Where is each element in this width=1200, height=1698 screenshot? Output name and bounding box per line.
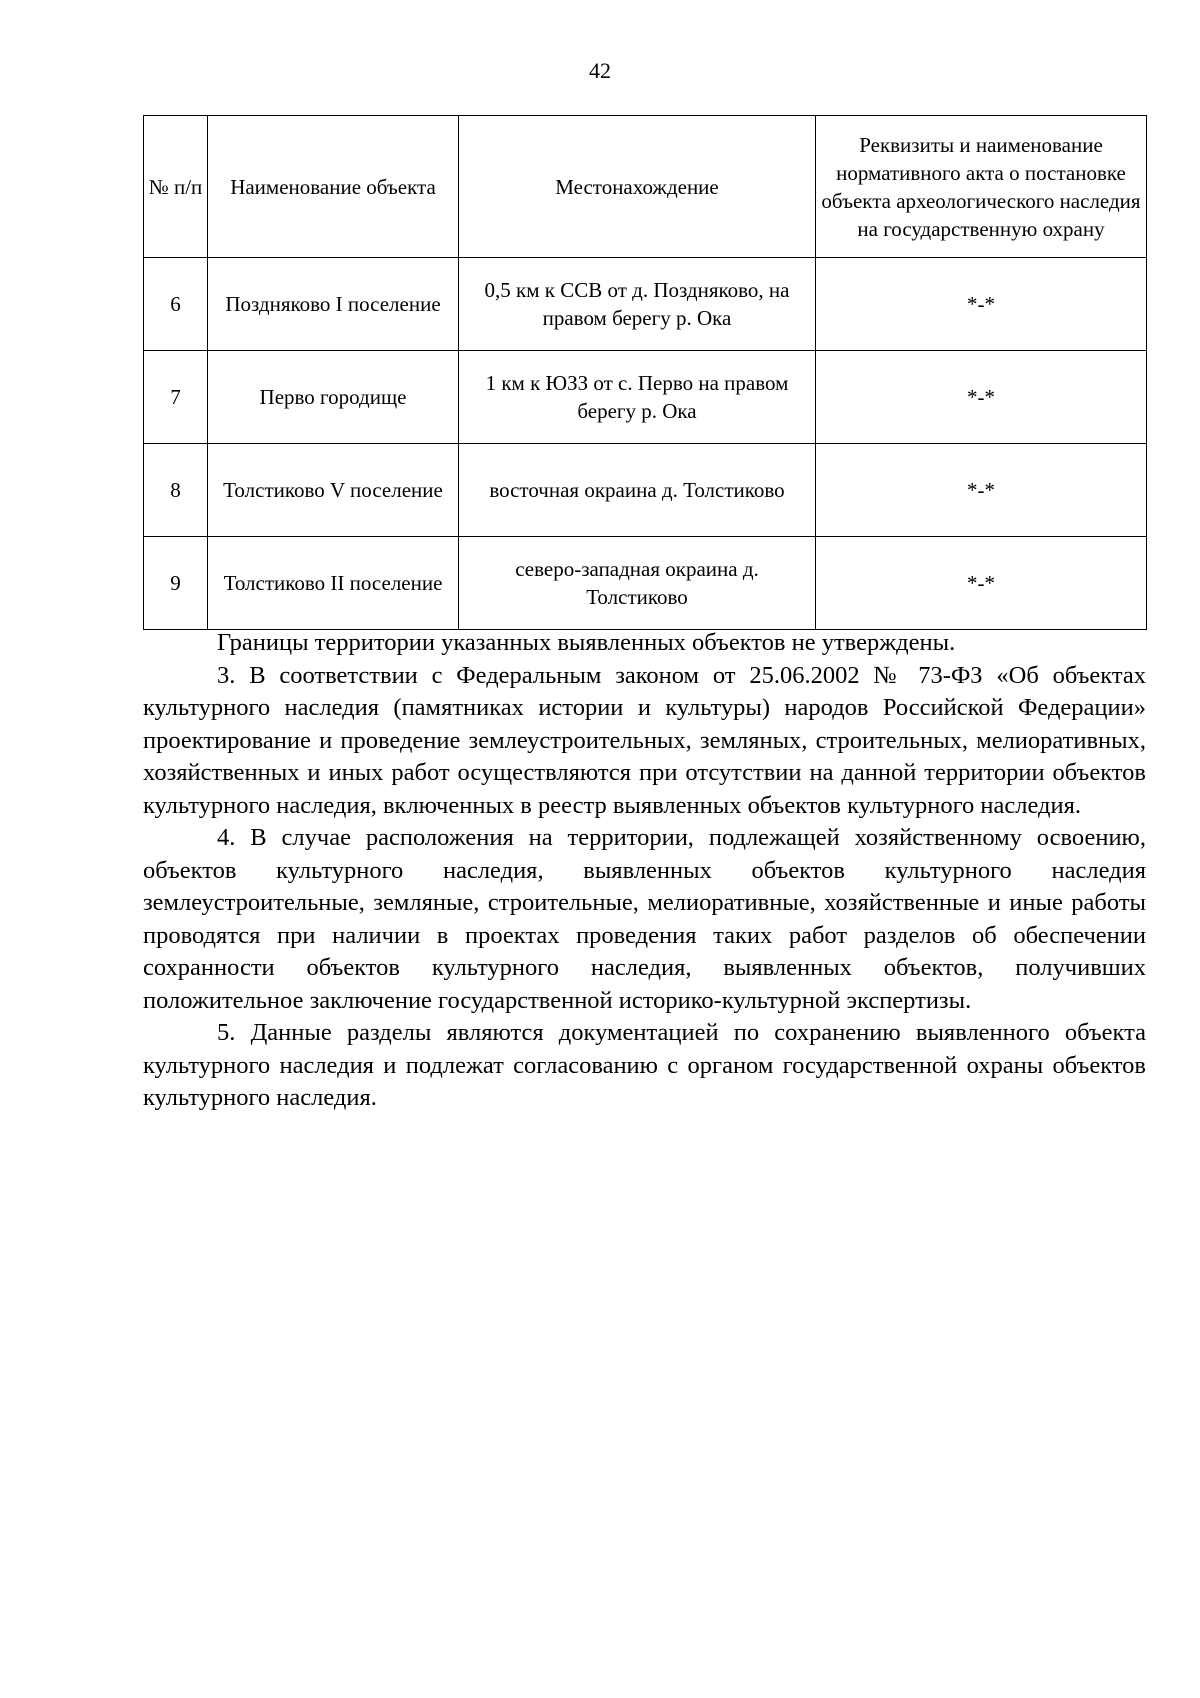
row-object-name: Толстиково II поселение [208,537,459,630]
table-row [144,444,1147,537]
row-object-name: Поздняково I поселение [208,258,459,351]
header-object-name: Наименование объекта [208,116,459,258]
row-number: 7 [144,351,208,444]
row-normative-act: *-* [816,258,1147,351]
row-number: 9 [144,537,208,630]
header-location: Местонахождение [459,116,816,258]
table-header-row [144,116,1147,258]
header-normative-act: Реквизиты и наименование нормативного акта о постановке объекта археологического наследия на государственную охрану [816,116,1147,258]
row-object-name: Перво городище [208,351,459,444]
row-location: 1 км к ЮЗЗ от с. Перво на правом берегу р. Ока [459,351,816,444]
heritage-objects-table [143,115,1147,630]
row-normative-act: *-* [816,351,1147,444]
row-location: северо-западная окраина д. Толстиково [459,537,816,630]
body-text [143,627,1146,1115]
page-number: 42 [589,58,611,83]
row-number: 6 [144,258,208,351]
row-location: 0,5 км к ССВ от д. Поздняково, на правом берегу р. Ока [459,258,816,351]
row-normative-act: *-* [816,444,1147,537]
paragraph-5: 5. Данные разделы являются документацией по сохранению выявленного объекта культурного наследия и подлежат согласованию с органом государственной охраны объектов культурного наследия. [143,1019,1146,1111]
table-row [144,351,1147,444]
row-object-name: Толстиково V поселение [208,444,459,537]
paragraph-4: 4. В случае расположения на территории, подлежащей хозяйственному освоению, объектов культурного наследия, выявленных объектов культурного наследия землеустроительные, земляные, строительные, мелиоративные, хозяйственные и иные работы проводятся при наличии в проектах проведения таких работ разделов об обеспечении сохранности объектов культурного наследия, выявленных объектов, получивших положительное заключение государственной историко-культурной экспертизы. [143,824,1146,1014]
table-row [144,537,1147,630]
row-number: 8 [144,444,208,537]
paragraph-boundaries-note: Границы территории указанных выявленных объектов не утверждены. [217,629,956,656]
paragraph-3: 3. В соответствии с Федеральным законом от 25.06.2002 № 73-ФЗ «Об объектах культурного наследия (памятниках истории и культуры) народов Российской Федерации» проектирование и проведение землеустроительных, земляных, строительных, мелиоративных, хозяйственных и иных работ осуществляются при отсутствии на данной территории объектов культурного наследия, включенных в реестр выявленных объектов культурного наследия. [143,661,1146,819]
header-number: № п/п [144,116,208,258]
row-location: восточная окраина д. Толстиково [459,444,816,537]
table-row [144,258,1147,351]
row-normative-act: *-* [816,537,1147,630]
